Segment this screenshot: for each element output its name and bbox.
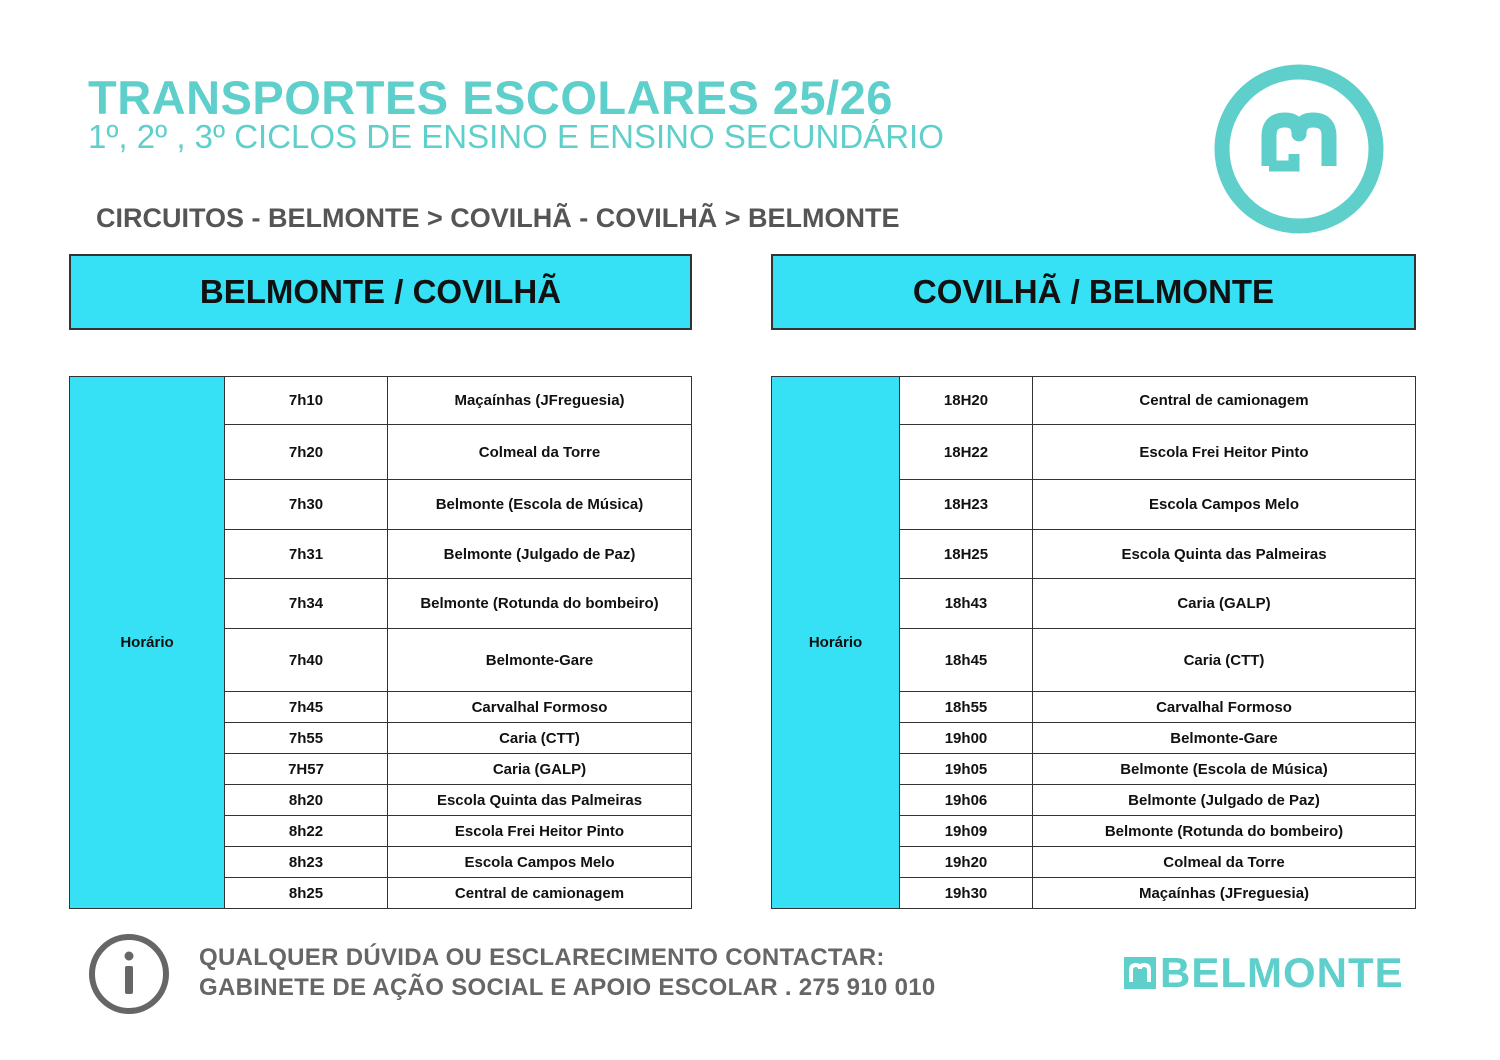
belmonte-logo <box>1212 62 1386 236</box>
time-cell: 18h45 <box>900 629 1033 692</box>
stop-cell: Caria (CTT) <box>388 723 692 754</box>
page-title: TRANSPORTES ESCOLARES 25/26 <box>88 71 893 124</box>
stop-cell: Belmonte (Julgado de Paz) <box>388 530 692 579</box>
stop-cell: Maçaínhas (JFreguesia) <box>1033 878 1416 909</box>
schedule-table-belmonte-covilha <box>69 376 692 909</box>
circuits-heading: CIRCUITOS - BELMONTE > COVILHÃ - COVILHÃ > BELMONTE <box>96 203 900 233</box>
stop-cell: Escola Quinta das Palmeiras <box>388 785 692 816</box>
horario-label: Horário <box>70 377 225 909</box>
stop-cell: Escola Campos Melo <box>1033 480 1416 530</box>
stop-cell: Escola Quinta das Palmeiras <box>1033 530 1416 579</box>
time-cell: 18h43 <box>900 579 1033 629</box>
route-header-belmonte-covilha: BELMONTE / COVILHÃ <box>69 254 692 330</box>
stop-cell: Belmonte (Escola de Música) <box>388 480 692 530</box>
schedule-row <box>772 377 1416 425</box>
stop-cell: Escola Frei Heitor Pinto <box>388 816 692 847</box>
time-cell: 7h10 <box>225 377 388 425</box>
schedule-row <box>70 377 692 425</box>
time-cell: 8h23 <box>225 847 388 878</box>
time-cell: 7h55 <box>225 723 388 754</box>
belmonte-brand <box>1124 949 1404 996</box>
stop-cell: Caria (CTT) <box>1033 629 1416 692</box>
time-cell: 19h30 <box>900 878 1033 909</box>
time-cell: 18H23 <box>900 480 1033 530</box>
stop-cell: Escola Frei Heitor Pinto <box>1033 425 1416 480</box>
time-cell: 8h25 <box>225 878 388 909</box>
stop-cell: Belmonte (Rotunda do bombeiro) <box>388 579 692 629</box>
stop-cell: Maçaínhas (JFreguesia) <box>388 377 692 425</box>
route-header-covilha-belmonte: COVILHÃ / BELMONTE <box>771 254 1416 330</box>
stop-cell: Central de camionagem <box>388 878 692 909</box>
stop-cell: Caria (GALP) <box>388 754 692 785</box>
time-cell: 7h40 <box>225 629 388 692</box>
stop-cell: Belmonte (Escola de Música) <box>1033 754 1416 785</box>
contact-line-2: GABINETE DE AÇÃO SOCIAL E APOIO ESCOLAR . 275 910 010 <box>199 974 936 1001</box>
brand-name: BELMONTE <box>1160 949 1404 996</box>
time-cell: 7h30 <box>225 480 388 530</box>
time-cell: 7h34 <box>225 579 388 629</box>
time-cell: 19h06 <box>900 785 1033 816</box>
time-cell: 7h45 <box>225 692 388 723</box>
belmonte-mark-icon <box>1124 957 1156 989</box>
time-cell: 18H25 <box>900 530 1033 579</box>
schedule-table-covilha-belmonte <box>771 376 1416 909</box>
time-cell: 7H57 <box>225 754 388 785</box>
contact-line-1: QUALQUER DÚVIDA OU ESCLARECIMENTO CONTACTAR: <box>199 944 885 971</box>
stop-cell: Belmonte (Rotunda do bombeiro) <box>1033 816 1416 847</box>
time-cell: 18h55 <box>900 692 1033 723</box>
stop-cell: Belmonte (Julgado de Paz) <box>1033 785 1416 816</box>
time-cell: 8h22 <box>225 816 388 847</box>
stop-cell: Colmeal da Torre <box>388 425 692 480</box>
stop-cell: Carvalhal Formoso <box>1033 692 1416 723</box>
time-cell: 19h20 <box>900 847 1033 878</box>
stop-cell: Belmonte-Gare <box>388 629 692 692</box>
stop-cell: Carvalhal Formoso <box>388 692 692 723</box>
stop-cell: Caria (GALP) <box>1033 579 1416 629</box>
stop-cell: Escola Campos Melo <box>388 847 692 878</box>
time-cell: 7h31 <box>225 530 388 579</box>
time-cell: 18H20 <box>900 377 1033 425</box>
horario-label: Horário <box>772 377 900 909</box>
stop-cell: Colmeal da Torre <box>1033 847 1416 878</box>
stop-cell: Belmonte-Gare <box>1033 723 1416 754</box>
time-cell: 19h05 <box>900 754 1033 785</box>
time-cell: 19h00 <box>900 723 1033 754</box>
time-cell: 18H22 <box>900 425 1033 480</box>
time-cell: 19h09 <box>900 816 1033 847</box>
stop-cell: Central de camionagem <box>1033 377 1416 425</box>
page-subtitle: 1º, 2º , 3º CICLOS DE ENSINO E ENSINO SECUNDÁRIO <box>88 118 944 155</box>
time-cell: 7h20 <box>225 425 388 480</box>
time-cell: 8h20 <box>225 785 388 816</box>
info-icon <box>88 933 170 1015</box>
